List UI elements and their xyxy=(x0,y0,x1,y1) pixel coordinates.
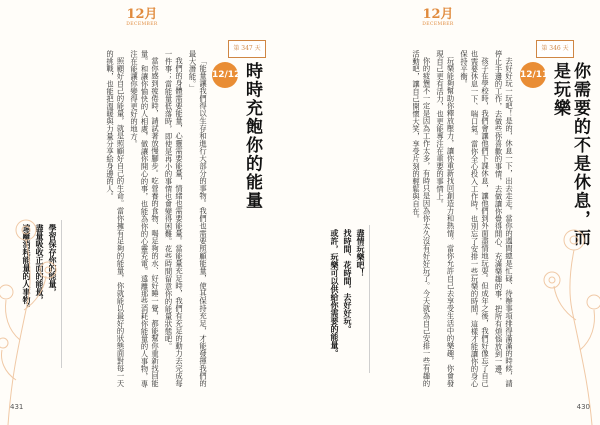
paragraph: 去好好玩一玩吧！是的，休息一下，出去走走。當你的週間總是忙碌、待辦事項排得滿滿的時候，請停止手邊的工作，去做些你喜歡的事情，去做讓你覺得開心、充滿樂趣的事，把所有煩惱放到一邊。 xyxy=(494,50,514,388)
page-title: 你需要的不是休息，而是玩樂 xyxy=(550,62,590,247)
page-number: 430 xyxy=(576,403,590,411)
flower-ornament-icon xyxy=(0,190,60,425)
day-badge: 第 346 天 xyxy=(536,40,574,58)
affirmation-line: 遠離消耗能量的人事物。 xyxy=(22,224,32,312)
month-number: 12月 xyxy=(422,7,454,22)
paragraph: 孩子在學校時，我們會讓他們下課休息，讓他們到外面盡情地玩耍。但成年之後，我們好像忘了自己也需要休息一下、喘口氣。當你全心投入工作時，也別忘了安排一些玩樂的時間，這樣才能讓你的身心保持平衡。 xyxy=(460,50,490,388)
paragraph: 當你感到疲倦時，請試著放慢腳步。吃營養的食物、喝足夠的水、好好睡一覺，都能幫你重新找回能量。和讓你愉快的人相處，做讓你開心的事，也能為你的心靈充電。遠離那些消耗你能量的人事物，專注在能讓你變得更好的地方。 xyxy=(130,50,160,388)
month-number: 12月 xyxy=(126,7,158,22)
affirmation-line: 學習保存你的能量， xyxy=(48,224,58,296)
paragraph: 你的疲憊不一定是因為工作太多，有時只是因為你太久沒有好好玩了。今天就為自己安排一些有趣的活動吧，讓自己開懷大笑，享受片刻的輕鬆與自在。 xyxy=(412,50,432,388)
date-circle: 12/11 xyxy=(520,62,546,88)
body-text xyxy=(374,50,514,390)
right-page xyxy=(300,0,600,425)
paragraph: 玩樂能夠幫助你釋放壓力，讓你重新找回創造力和熱情。當你允許自己去享受生活中的樂趣，你會發現自己更有活力，也更能專注在重要的事情上。 xyxy=(436,50,456,388)
affirmation-line: 盡量吸收正面的能量， xyxy=(35,224,45,304)
paragraph: 我們的身體需要能量，心靈需要能量，情緒也需要能量。當能量充足時，我們有充足的動力去完成每一件事；當能量低落時，即使是再小的事情也會變得困難。花些時間留意你的能量狀態吧。 xyxy=(164,50,184,388)
page-title: 時時充飽你的能量 xyxy=(242,62,262,210)
page-number: 431 xyxy=(10,403,24,411)
date-circle: 12/12 xyxy=(212,62,238,88)
affirmation-line: 或許，玩樂可以供給你需要的能量。 xyxy=(330,229,340,357)
month-header xyxy=(408,8,468,28)
month-english: DECEMBER xyxy=(126,22,158,27)
day-badge: 第 347 天 xyxy=(228,40,266,58)
month-header xyxy=(112,8,172,28)
flower-ornament-icon xyxy=(542,200,600,425)
title-block xyxy=(212,40,282,260)
month-english: DECEMBER xyxy=(422,22,454,27)
affirmation-line: 找時間、花時間，去好好玩。 xyxy=(343,229,353,333)
body-text xyxy=(70,50,208,390)
paragraph: 照顧好自己的能量，就是照顧好自己的生命。當你擁有足夠的能量，你就能以最好的狀態面對每一天的挑戰，也能把溫暖與力量分享給身邊的人。 xyxy=(106,50,126,388)
paragraph: 「能量讓我們得以生存和進行大部分的事物。我們也需要照顧能量，使其保持充足，才能發揮我們的最大潛能。」 xyxy=(188,50,208,388)
affirmation-box xyxy=(326,225,370,373)
affirmation-line: 盡情玩樂吧！ xyxy=(356,229,366,277)
